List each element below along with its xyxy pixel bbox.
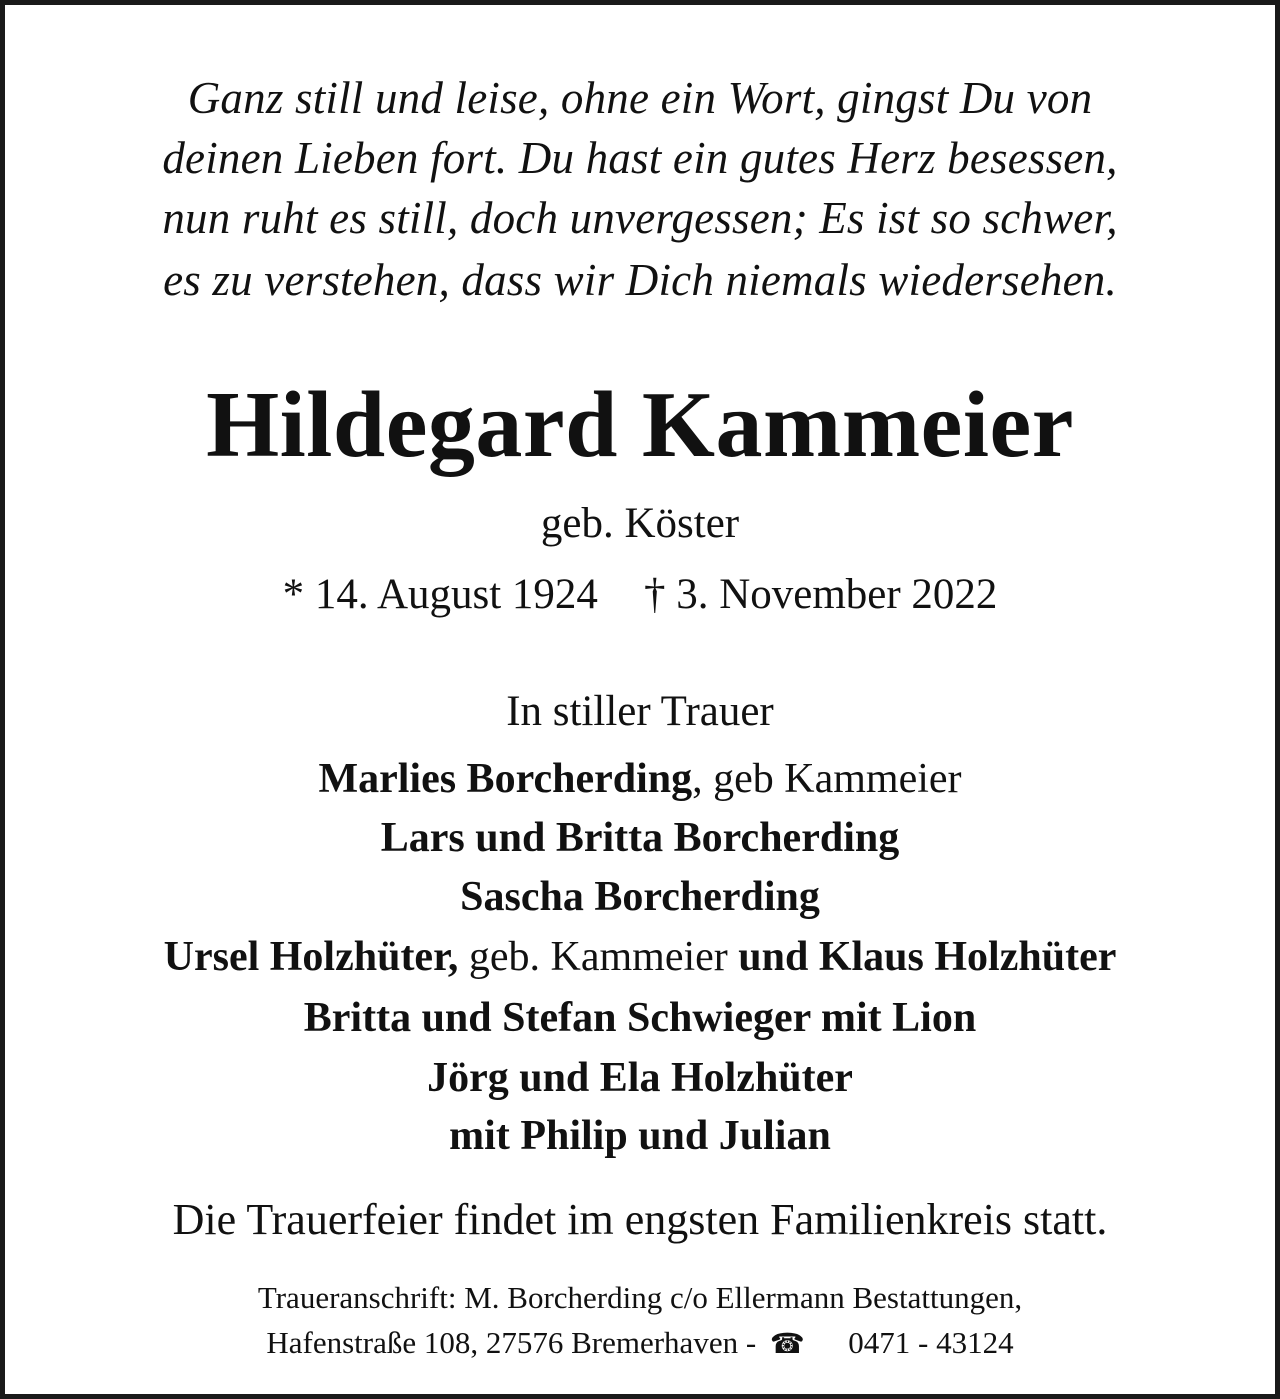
mourner-line-3 bbox=[5, 867, 1275, 927]
poem-line-4: es zu verstehen, dass wir Dich niemals wiedersehen. bbox=[163, 255, 1117, 305]
mourner-name: Jörg und Ela Holzhüter bbox=[427, 1055, 853, 1101]
birth-date: * 14. August 1924 bbox=[282, 571, 598, 618]
address-street: Hafenstraße 108, 27576 Bremerhaven - bbox=[266, 1325, 757, 1360]
poem-line-3: nun ruht es still, doch unvergessen; Es ist so schwer, bbox=[162, 193, 1118, 243]
mourner-line-7 bbox=[5, 1106, 1275, 1166]
mourners-heading: In stiller Trauer bbox=[506, 688, 774, 735]
mourner-line-5 bbox=[5, 988, 1275, 1048]
mourner-name: und Klaus Holzhüter bbox=[738, 934, 1117, 980]
mourner-note: , geb Kammeier bbox=[692, 756, 962, 802]
address-line-2 bbox=[5, 1322, 1275, 1366]
address-line-1: Traueranschrift: M. Borcherding c/o Ellermann Bestattungen, bbox=[257, 1280, 1023, 1315]
mourner-name: Ursel Holzhüter, bbox=[163, 934, 459, 980]
poem-line-2: deinen Lieben fort. Du hast ein gutes Herz besessen, bbox=[162, 133, 1118, 183]
ceremony-note: Die Trauerfeier findet im engsten Familienkreis statt. bbox=[172, 1195, 1108, 1244]
mourner-name: Sascha Borcherding bbox=[460, 874, 820, 920]
mourner-name: Marlies Borcherding bbox=[318, 756, 693, 802]
telephone-icon: ☎ bbox=[769, 1329, 805, 1360]
poem-line-1: Ganz still und leise, ohne ein Wort, gingst Du von bbox=[187, 73, 1093, 123]
mourner-line-4 bbox=[5, 927, 1275, 987]
mourner-name: mit Philip und Julian bbox=[449, 1113, 831, 1159]
mourner-name: Britta und Stefan Schwieger mit Lion bbox=[303, 995, 977, 1041]
mourner-line-2 bbox=[5, 808, 1275, 868]
phone-number: 0471 - 43124 bbox=[848, 1325, 1014, 1360]
death-date: † 3. November 2022 bbox=[643, 571, 998, 618]
life-dates bbox=[5, 567, 1275, 623]
mourner-name: Lars und Britta Borcherding bbox=[380, 815, 900, 861]
mourner-note: geb. Kammeier bbox=[458, 934, 739, 980]
mourner-line-1 bbox=[5, 749, 1275, 809]
mourner-line-6 bbox=[5, 1048, 1275, 1108]
deceased-name: Hildegard Kammeier bbox=[206, 373, 1074, 477]
maiden-name: geb. Köster bbox=[540, 500, 740, 547]
